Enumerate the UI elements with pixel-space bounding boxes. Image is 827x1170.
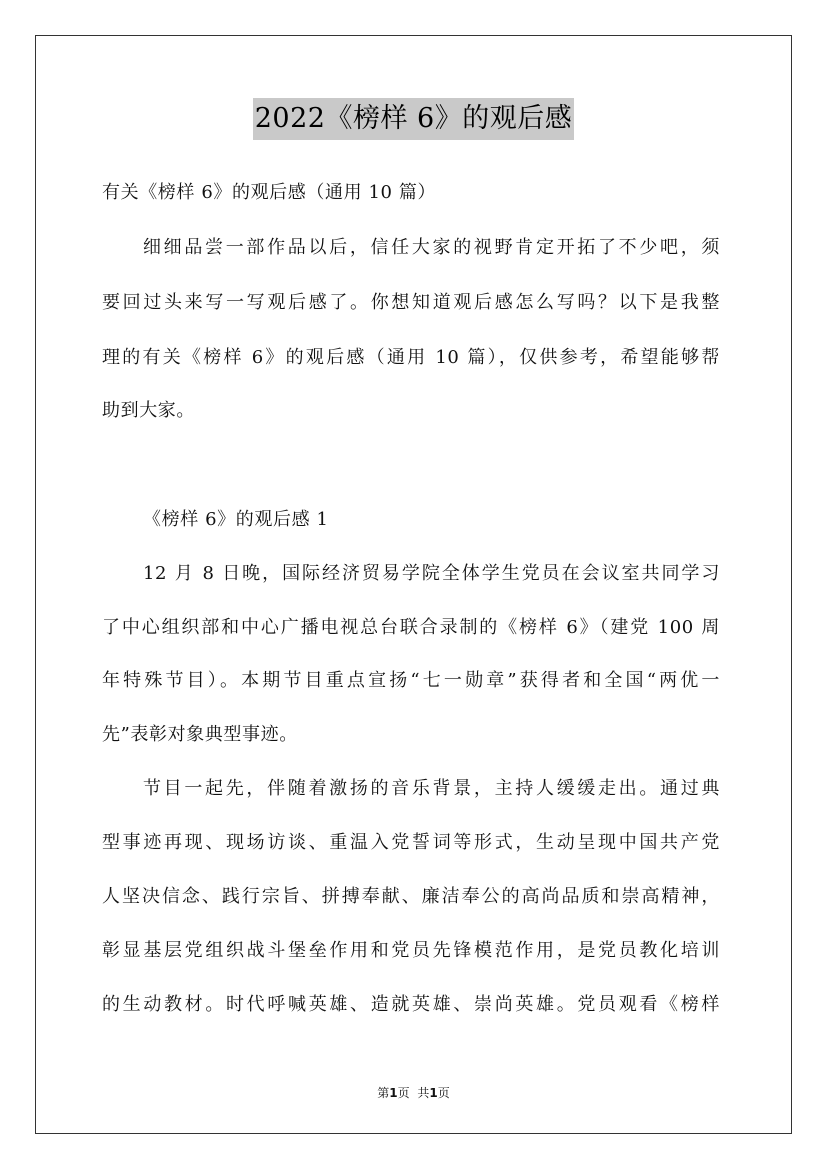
intro-line: 细细品尝一部作品以后，信任大家的视野肯定开拓了不少吧，须 xyxy=(143,237,720,258)
section-heading: 《榜样 6》的观后感 1 xyxy=(143,509,329,530)
total-page-number: 1 xyxy=(429,1086,438,1100)
current-page-number: 1 xyxy=(389,1086,398,1100)
paragraph-line: 12 月 8 日晚，国际经济贸易学院全体学生党员在会议室共同学习 xyxy=(143,563,720,584)
page-prefix: 第 xyxy=(377,1086,390,1100)
paragraph-line: 了中心组织部和中心广播电视总台联合录制的《榜样 6》（建党 100 周 xyxy=(102,617,720,638)
document-subtitle: 有关《榜样 6》的观后感（通用 10 篇） xyxy=(102,182,437,203)
paragraph-line: 型事迹再现、现场访谈、重温入党誓词等形式，生动呈现中国共产党 xyxy=(102,832,720,853)
paragraph-line: 节目一起先，伴随着激扬的音乐背景，主持人缓缓走出。通过典 xyxy=(143,778,720,799)
document-title: 2022《榜样 6》的观后感 xyxy=(253,98,574,140)
page-suffix: 页 xyxy=(397,1086,410,1100)
intro-line: 理的有关《榜样 6》的观后感（通用 10 篇），仅供参考，希望能够帮 xyxy=(102,347,720,368)
paragraph-line: 彰显基层党组织战斗堡垒作用和党员先锋模范作用，是党员教化培训 xyxy=(102,940,720,961)
title-container xyxy=(0,98,827,140)
intro-line: 要回过头来写一写观后感了。你想知道观后感怎么写吗？以下是我整 xyxy=(102,292,720,313)
paragraph-line: 年特殊节目）。本期节目重点宣扬“七一勋章”获得者和全国“两优一 xyxy=(102,670,720,691)
intro-line: 助到大家。 xyxy=(102,400,195,421)
paragraph-line: 的生动教材。时代呼喊英雄、造就英雄、崇尚英雄。党员观看《榜样 xyxy=(102,994,720,1015)
total-prefix: 共 xyxy=(417,1086,430,1100)
page-footer xyxy=(0,1085,827,1101)
total-suffix: 页 xyxy=(437,1086,450,1100)
paragraph-line: 先”表彰对象典型事迹。 xyxy=(102,724,298,745)
paragraph-line: 人坚决信念、践行宗旨、拼搏奉献、廉洁奉公的高尚品质和崇高精神， xyxy=(102,886,720,907)
